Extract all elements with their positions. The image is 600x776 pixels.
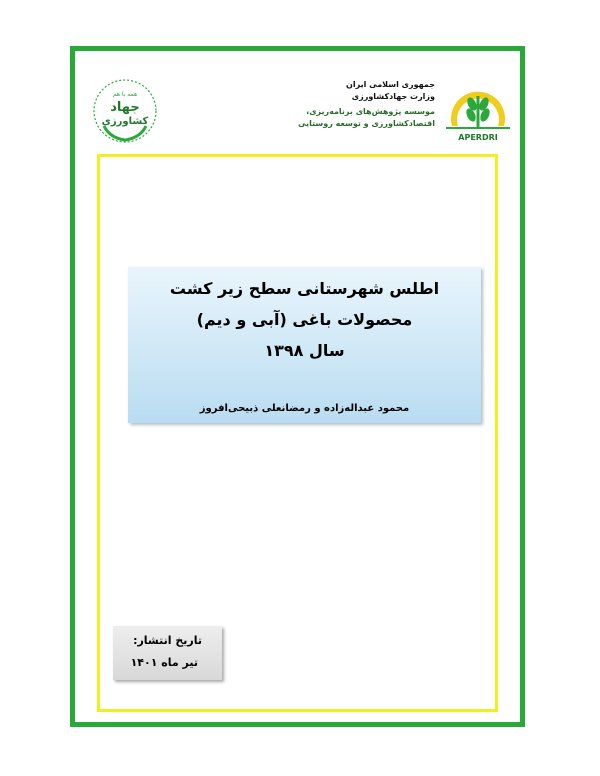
publication-date-value: تیر ماه ۱۴۰۱ bbox=[130, 656, 198, 669]
aperdri-logo bbox=[438, 80, 518, 150]
institute-name-line1: موسسه پژوهش‌های برنامه‌ریزی، bbox=[306, 107, 435, 116]
jihad-keshavarzi-logo bbox=[90, 76, 160, 146]
wheat-stem-icon bbox=[477, 96, 480, 128]
logo-motto: همه با هم bbox=[112, 91, 138, 98]
government-name: جمهوری اسلامی ایران bbox=[346, 80, 435, 89]
document-title-line1: اطلس شهرستانی سطح زیر کشت bbox=[169, 279, 440, 298]
institute-name-line2: اقتصادکشاورزی و توسعه روستایی bbox=[298, 119, 435, 128]
logo-acronym: APERDRI bbox=[458, 133, 498, 142]
document-title-line2: محصولات باغی (آبی و دیم) bbox=[196, 310, 413, 329]
ministry-name: وزارت جهادکشاورزی bbox=[351, 92, 435, 101]
publication-date-box bbox=[113, 626, 222, 680]
document-title-year: سال ۱۳۹۸ bbox=[264, 341, 345, 360]
authors: محمود عبداله‌زاده و رمضانعلی ذبیحی‌افروز bbox=[199, 403, 410, 414]
publication-date-label: تاریخ انتشار: bbox=[133, 634, 202, 647]
logo-word-keshavarzi: کشاورزی bbox=[101, 116, 149, 127]
title-box bbox=[128, 267, 481, 423]
organization-block bbox=[300, 80, 435, 140]
logo-word-jihad: جهاد bbox=[110, 100, 140, 115]
